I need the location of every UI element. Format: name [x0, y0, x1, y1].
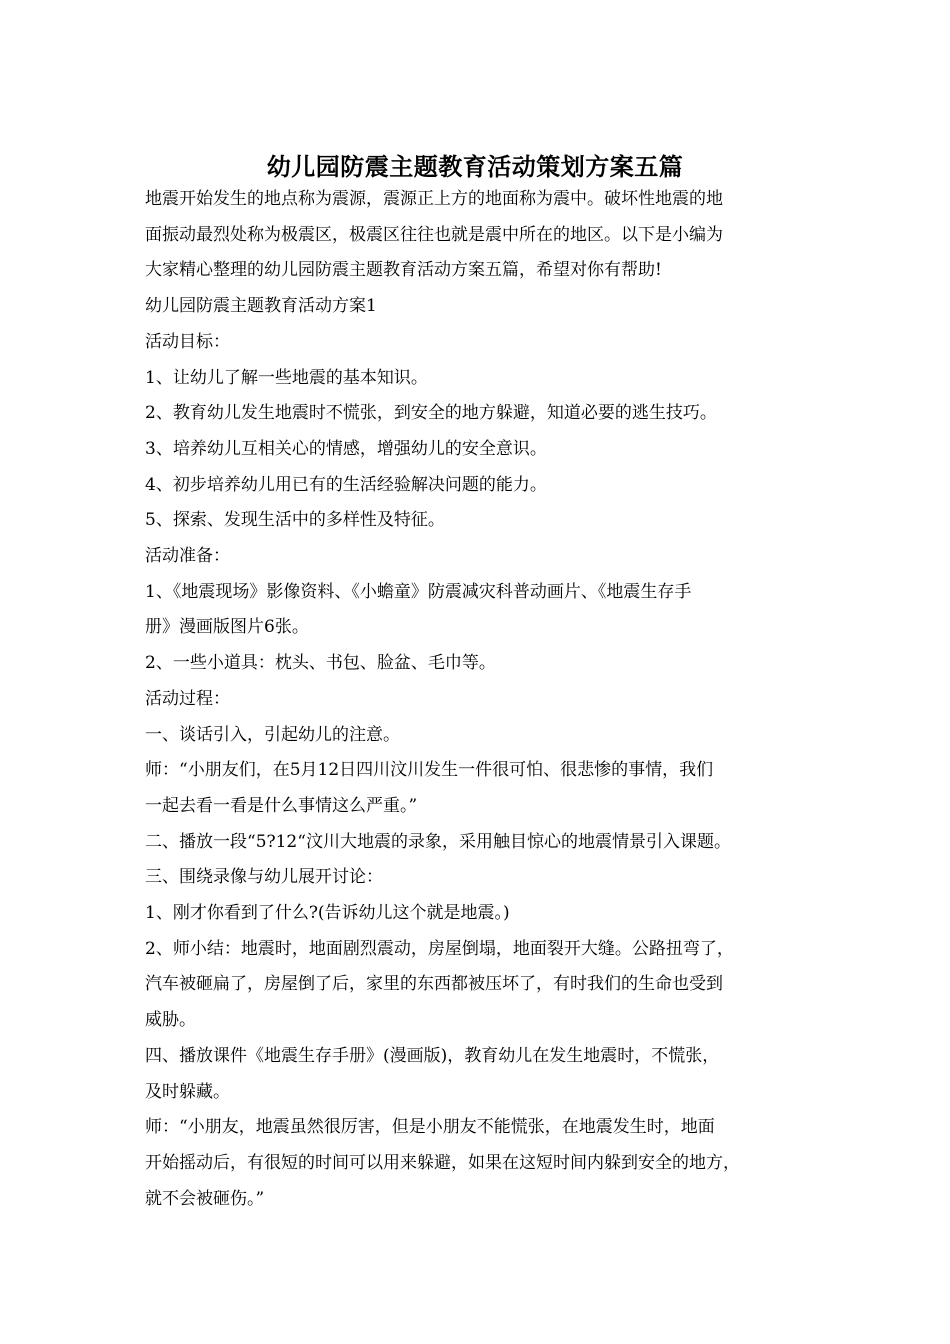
text-line: 1、《地震现场》影像资料、《小蟾童》防震减灾科普动画片、《地震生存手 — [145, 581, 692, 602]
text-line: 2、一些小道具：枕头、书包、脸盆、毛巾等。 — [145, 653, 496, 674]
text-line: 四、播放课件《地震生存手册》(漫画版)，教育幼儿在发生地震时，不慌张， — [145, 1045, 720, 1066]
text-line: 威胁。 — [145, 1010, 196, 1031]
paragraph — [145, 682, 815, 718]
text-line: 二、播放一段“5?12“汶川大地震的录象，采用触目惊心的地震情景引入课题。 — [145, 831, 731, 852]
paragraph — [145, 1110, 815, 1217]
text-line: 5、探索、发现生活中的多样性及特征。 — [145, 510, 445, 531]
paragraph — [145, 575, 815, 646]
text-line: 4、初步培养幼儿用已有的生活经验解决问题的能力。 — [145, 474, 547, 495]
paragraph — [145, 646, 815, 682]
paragraph — [145, 753, 815, 824]
paragraph — [145, 860, 815, 896]
paragraph — [145, 325, 815, 361]
text-line: 一、谈话引入，引起幼儿的注意。 — [145, 724, 400, 745]
text-line: 2、师小结：地震时，地面剧烈震动，房屋倒塌，地面裂开大缝。公路扭弯了， — [145, 938, 734, 959]
paragraph — [145, 361, 815, 397]
text-line: 2、教育幼儿发生地震时不慌张，到安全的地方躲避，知道必要的逃生技巧。 — [145, 403, 717, 424]
text-line: 活动准备： — [145, 546, 230, 567]
text-line: 1、让幼儿了解一些地震的基本知识。 — [145, 367, 428, 388]
document-title: 幼儿园防震主题教育活动策划方案五篇 — [266, 152, 684, 182]
paragraph — [145, 1039, 815, 1110]
text-line: 师：“小朋友，地震虽然很厉害，但是小朋友不能慌张，在地震发生时，地面 — [145, 1117, 715, 1138]
text-line: 汽车被砸扁了，房屋倒了后，家里的东西都被压坏了，有时我们的生命也受到 — [145, 974, 723, 995]
paragraph — [145, 825, 815, 861]
text-line: 册》漫画版图片6张。 — [145, 617, 309, 638]
paragraph — [145, 182, 815, 289]
text-line: 及时躲藏。 — [145, 1081, 230, 1102]
paragraph — [145, 932, 815, 1039]
text-line: 开始摇动后，有很短的时间可以用来躲避，如果在这短时间内躲到安全的地方， — [145, 1152, 740, 1173]
text-line: 就不会被砸伤。” — [145, 1188, 265, 1209]
text-line: 三、围绕录像与幼儿展开讨论： — [145, 867, 383, 888]
text-line: 幼儿园防震主题教育活动方案1 — [145, 296, 377, 317]
text-line: 师：“小朋友们，在5月12日四川汶川发生一件很可怕、很悲惨的事情，我们 — [145, 760, 714, 781]
paragraph — [145, 468, 815, 504]
text-line: 大家精心整理的幼儿园防震主题教育活动方案五篇，希望对你有帮助! — [145, 260, 662, 281]
paragraph — [145, 503, 815, 539]
document-body — [145, 182, 815, 1217]
paragraph — [145, 539, 815, 575]
text-line: 1、刚才你看到了什么?(告诉幼儿这个就是地震。) — [145, 903, 510, 924]
text-line: 活动过程： — [145, 688, 230, 709]
paragraph — [145, 396, 815, 432]
text-line: 地震开始发生的地点称为震源，震源正上方的地面称为震中。破坏性地震的地 — [145, 189, 723, 209]
paragraph — [145, 289, 815, 325]
text-line: 面振动最烈处称为极震区，极震区往往也就是震中所在的地区。以下是小编为 — [145, 224, 723, 245]
paragraph — [145, 432, 815, 468]
paragraph — [145, 718, 815, 754]
text-line: 活动目标： — [145, 331, 230, 352]
text-line: 一起去看一看是什么事情这么严重。” — [145, 795, 418, 816]
paragraph — [145, 896, 815, 932]
text-line: 3、培养幼儿互相关心的情感，增强幼儿的安全意识。 — [145, 438, 547, 459]
